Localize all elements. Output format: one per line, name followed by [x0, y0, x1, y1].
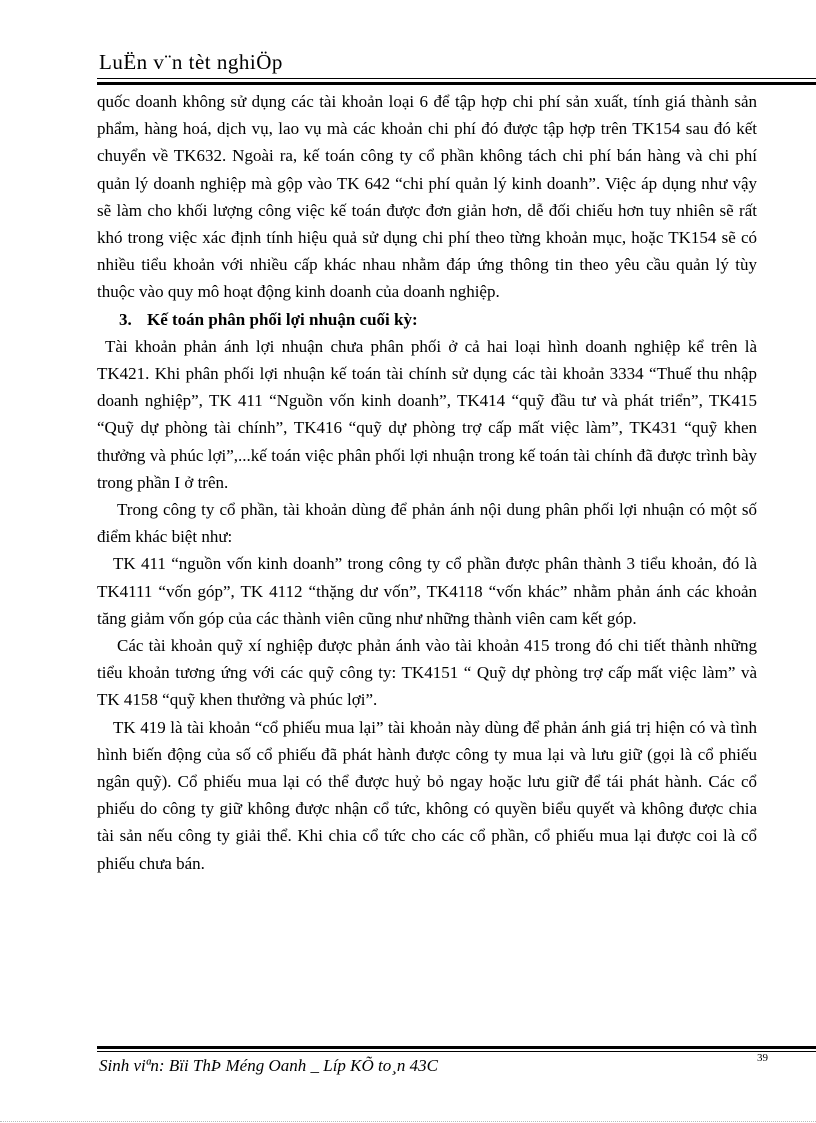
- paragraph: TK 419 là tài khoản “cổ phiếu mua lại” tài khoản này dùng để phản ánh giá trị hiện có và tình hình biến động của số cổ phiếu đã phát hành được công ty mua lại và lưu giữ (gọi là cổ phiếu ngân quỹ). Cổ phiếu mua lại có thể được huỷ bỏ ngay hoặc lưu giữ để tái phát hành. Các cổ phiếu do công ty giữ không được nhận cổ tức, không có quyền biểu quyết và không được chia tài sản nếu công ty giải thể. Khi chia cổ tức cho các cổ phần, cổ phiếu mua lại được coi là cổ phiếu chưa bán.: [97, 717, 757, 873]
- page-bottom-edge: [0, 1121, 816, 1122]
- section-title: Kế toán phân phối lợi nhuận cuối kỳ:: [147, 309, 418, 329]
- footer-rule-thin: [97, 1051, 816, 1052]
- header-rule-thick: [97, 82, 816, 85]
- page-number: 39: [757, 1052, 768, 1064]
- header-rule-thin: [97, 78, 816, 79]
- footer-rule-thick: [97, 1046, 816, 1049]
- paragraph: quốc doanh không sử dụng các tài khoản loại 6 để tập hợp chi phí sản xuất, tính giá thành sản phẩm, hàng hoá, dịch vụ, lao vụ mà các khoản chi phí đó được tập hợp trên TK154 sau đó kết chuyển về TK632. Ngoài ra, kế toán công ty cổ phần không tách chi phí bán hàng và chi phí quản lý doanh nghiệp mà gộp vào TK 642 “chi phí quản lý kinh doanh”. Việc áp dụng như vậy sẽ làm cho khối lượng công việc kế toán được đơn giản hơn, dễ đối chiếu hơn tuy nhiên sẽ rất khó trong việc xác định tính hiệu quả sử dụng chi phí theo từng khoản mục, hoặc TK154 sẽ có nhiều tiểu khoản với nhiều cấp khác nhau nhằm đáp ứng thông tin theo yêu cầu quản lý tùy thuộc vào quy mô hoạt động kinh doanh của doanh nghiệp.: [97, 92, 757, 302]
- paragraph: Trong công ty cổ phần, tài khoản dùng để phản ánh nội dung phân phối lợi nhuận có một số điểm khác biệt như:: [97, 500, 757, 547]
- body-text: [97, 88, 757, 877]
- section-number: 3.: [119, 309, 132, 329]
- footer-student-info: Sinh viªn: Bïi ThÞ Méng Oanh _ Líp KÕ to¸n 43C: [99, 1056, 439, 1075]
- page-header-title: LuËn v¨n tèt nghiÖp: [99, 50, 283, 74]
- paragraph: TK 411 “nguồn vốn kinh doanh” trong công ty cổ phần được phân thành 3 tiểu khoản, đó là TK4111 “vốn góp”, TK 4112 “thặng dư vốn”, TK4118 “vốn khác” nhằm phản ánh các khoản tăng giảm vốn góp của các thành viên cũng như những thành viên cam kết góp.: [97, 554, 757, 628]
- section-heading: [97, 306, 757, 333]
- paragraph: Tài khoản phản ánh lợi nhuận chưa phân phối ở cả hai loại hình doanh nghiệp kể trên là TK421. Khi phân phối lợi nhuận kế toán tài chính sử dụng các tài khoản 3334 “Thuế thu nhập doanh nghiệp”, TK 411 “Nguồn vốn kinh doanh”, TK414 “quỹ đầu tư và phát triển”, TK415 “Quỹ dự phòng tài chính”, TK416 “quỹ dự phòng trợ cấp mất việc làm”, TK431 “quỹ khen thưởng và phúc lợi”,...kế toán việc phân phối lợi nhuận trong kế toán tài chính đã được trình bày trong phần I ở trên.: [97, 336, 757, 492]
- paragraph: Các tài khoản quỹ xí nghiệp được phản ánh vào tài khoản 415 trong đó chi tiết thành những tiểu khoản tương ứng với các quỹ công ty: TK4151 “ Quỹ dự phòng trợ cấp mất việc làm” và TK 4158 “quỹ khen thưởng và phúc lợi”.: [97, 636, 757, 710]
